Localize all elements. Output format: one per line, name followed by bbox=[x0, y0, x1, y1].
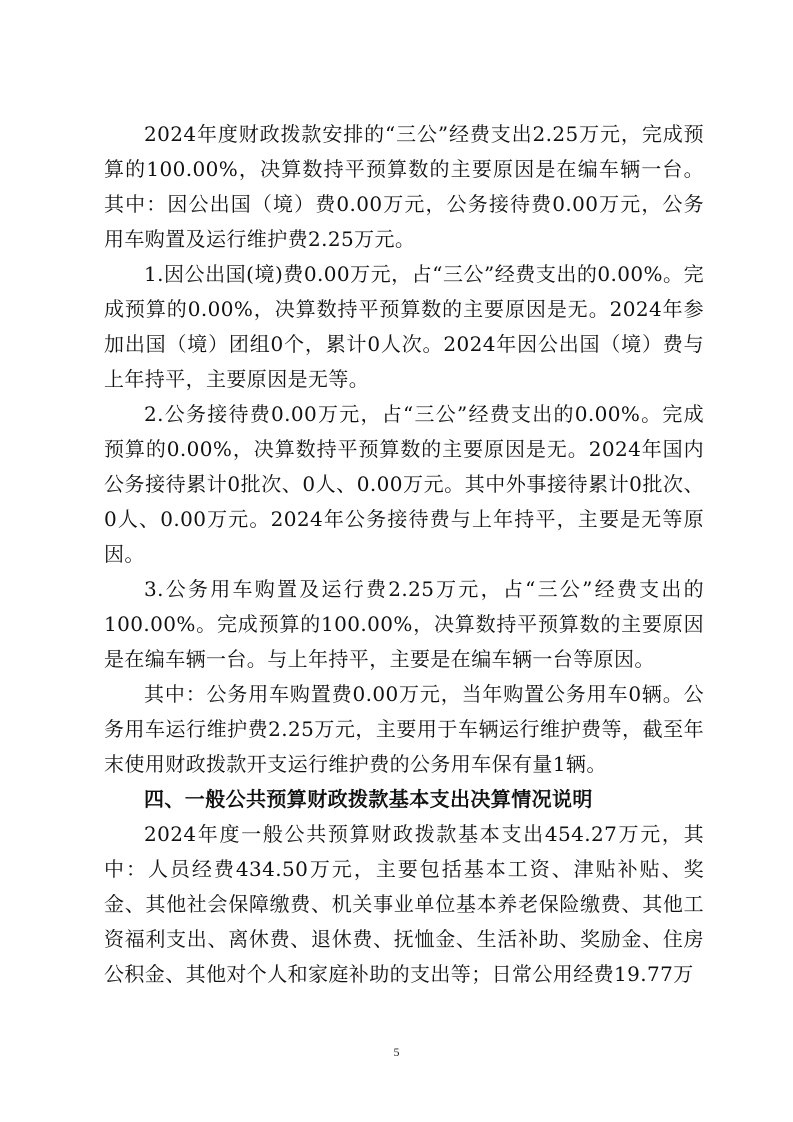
section-heading: 四、一般公共预算财政拨款基本支出决算情况说明 bbox=[144, 787, 593, 811]
paragraph-vehicle-details: 其中：公务用车购置费0.00万元，当年购置公务用车0辆。公务用车运行维护费2.25万元，主要用于车辆运行维护费等，截至年末使用财政拨款开支运行维护费的公务用车保有量1辆。 bbox=[104, 682, 704, 776]
paragraph-basic-expenditure: 2024年度一般公共预算财政拨款基本支出454.27万元，其中：人员经费434.50万元，主要包括基本工资、津贴补贴、奖金、其他社会保障缴费、机关事业单位基本养老保险缴费、其他工资福利支出、离休费、退休费、抚恤金、生活补助、奖励金、住房公积金、其他对个人和家庭补助的支出等；日常公用经费19.77万 bbox=[104, 822, 704, 986]
paragraph-three-public-summary: 2024年度财政拨款安排的“三公”经费支出2.25万元，完成预算的100.00%，决算数持平预算数的主要原因是在编车辆一台。其中：因公出国（境）费0.00万元，公务接待费0.00万元，公务用车购置及运行维护费2.25万元。 bbox=[104, 122, 704, 251]
paragraph-official-vehicles: 3.公务用车购置及运行费2.25万元，占“三公”经费支出的100.00%。完成预算的100.00%，决算数持平预算数的主要原因是在编车辆一台。与上年持平，主要是在编车辆一台等原因。 bbox=[104, 577, 704, 671]
paragraph-overseas-travel: 1.因公出国(境)费0.00万元，占“三公”经费支出的0.00%。完成预算的0.00%，决算数持平预算数的主要原因是无。2024年参加出国（境）团组0个，累计0人次。2024年因公出国（境）费与上年持平，主要原因是无等。 bbox=[104, 262, 704, 391]
paragraph-official-reception: 2.公务接待费0.00万元，占“三公”经费支出的0.00%。完成预算的0.00%，决算数持平预算数的主要原因是无。2024年国内公务接待累计0批次、0人、0.00万元。其中外事接待累计0批次、0人、0.00万元。2024年公务接待费与上年持平，主要是无等原因。 bbox=[104, 402, 704, 566]
document-body bbox=[104, 117, 704, 992]
page-number: 5 bbox=[393, 1045, 400, 1059]
